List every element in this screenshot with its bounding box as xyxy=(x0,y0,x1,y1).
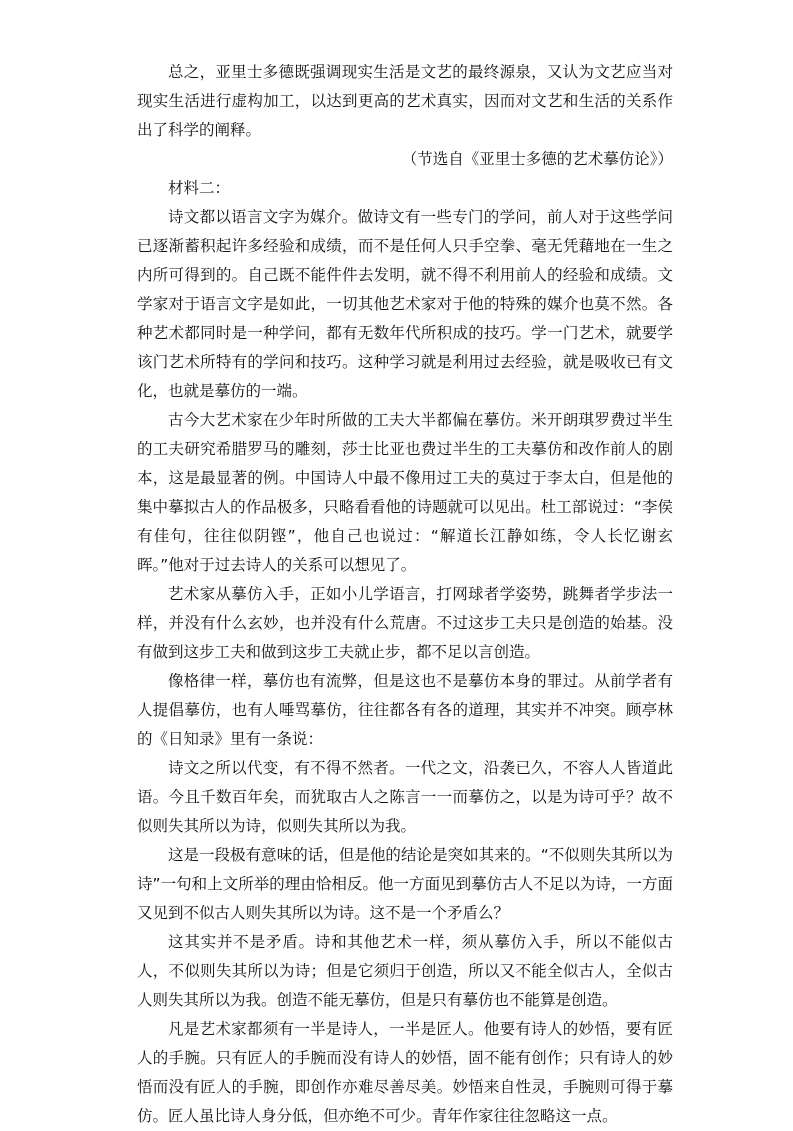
document-page xyxy=(137,58,673,1131)
paragraph-conclusion: 总之，亚里士多德既强调现实生活是文艺的最终源泉，又认为文艺应当对现实生活进行虚构加工，以达到更高的艺术真实，因而对文艺和生活的关系作出了科学的阐释。 xyxy=(137,63,673,139)
source-citation: （节选自《亚里士多德的艺术摹仿论》） xyxy=(401,150,673,168)
paragraph-resolution: 这其实并不是矛盾。诗和其他艺术一样，须从摹仿入手，所以不能似古人，不似则失其所以为诗；但是它须归于创造，所以又不能全似古人，全似古人则失其所以为我。创造不能无摹仿，但是只有摹仿也不能算是创造。 xyxy=(137,933,673,1009)
paragraph-great-artists: 古今大艺术家在少年时所做的工夫大半都偏在摹仿。米开朗琪罗费过半生的工夫研究希腊罗马的雕刻，莎士比亚也费过半生的工夫摹仿和改作前人的剧本，这是最显著的例。中国诗人中最不像用过工夫的莫过于李太白，但是他的集中摹拟古人的作品极多，只略看看他的诗题就可以见出。杜工部说过：“李侯有佳句，往往似阴铿”，他自己也说过：“解道长江静如练，令人长忆谢玄晖。”他对于过去诗人的关系可以想见了。 xyxy=(137,411,673,574)
paragraph-poet-craftsman: 凡是艺术家都须有一半是诗人，一半是匠人。他要有诗人的妙悟，要有匠人的手腕。只有匠人的手腕而没有诗人的妙悟，固不能有创作；只有诗人的妙悟而没有匠人的手腕，即创作亦难尽善尽美。妙悟来自性灵，手腕则可得于摹仿。匠人虽比诗人身分低，但亦绝不可少。青年作家往往忽略这一点。 xyxy=(137,1020,673,1125)
paragraph-quotation: 诗文之所以代变，有不得不然者。一代之文，沿袭已久，不容人人皆道此语。今且千数百年矣，而犹取古人之陈言一一而摹仿之，以是为诗可乎？故不似则失其所以为诗，似则失其所以为我。 xyxy=(137,759,673,835)
paragraph-language-medium: 诗文都以语言文字为媒介。做诗文有一些专门的学问，前人对于这些学问已逐渐蓄积起许多经验和成绩，而不是任何人只手空拳、毫无凭藉地在一生之内所可得到的。自己既不能件件去发明，就不得不利用前人的经验和成绩。文学家对于语言文字是如此，一切其他艺术家对于他的特殊的媒介也莫不然。各种艺术都同时是一种学问，都有无数年代所积成的技巧。学一门艺术，就要学该门艺术所特有的学问和技巧。这种学习就是利用过去经验，就是吸收已有文化，也就是摹仿的一端。 xyxy=(137,208,673,400)
paragraph-contradiction: 这是一段极有意味的话，但是他的结论是突如其来的。“不似则失其所以为诗”一句和上文所举的理由恰相反。他一方面见到摹仿古人不足以为诗，一方面又见到不似古人则失其所以为诗。这不是一个矛盾么？ xyxy=(137,846,673,922)
paragraph-imitation-drawbacks: 像格律一样，摹仿也有流弊，但是这也不是摹仿本身的罪过。从前学者有人提倡摹仿，也有人唾骂摹仿，往往都各有各的道理，其实并不冲突。顾亭林的《日知录》里有一条说： xyxy=(137,672,673,748)
paragraph-imitation-start: 艺术家从摹仿入手，正如小儿学语言，打网球者学姿势，跳舞者学步法一样，并没有什么玄妙，也并没有什么荒唐。不过这步工夫只是创造的始基。没有做到这步工夫和做到这步工夫就止步，都不足以言创造。 xyxy=(137,585,673,661)
section-heading-material-two: 材料二： xyxy=(168,179,231,197)
